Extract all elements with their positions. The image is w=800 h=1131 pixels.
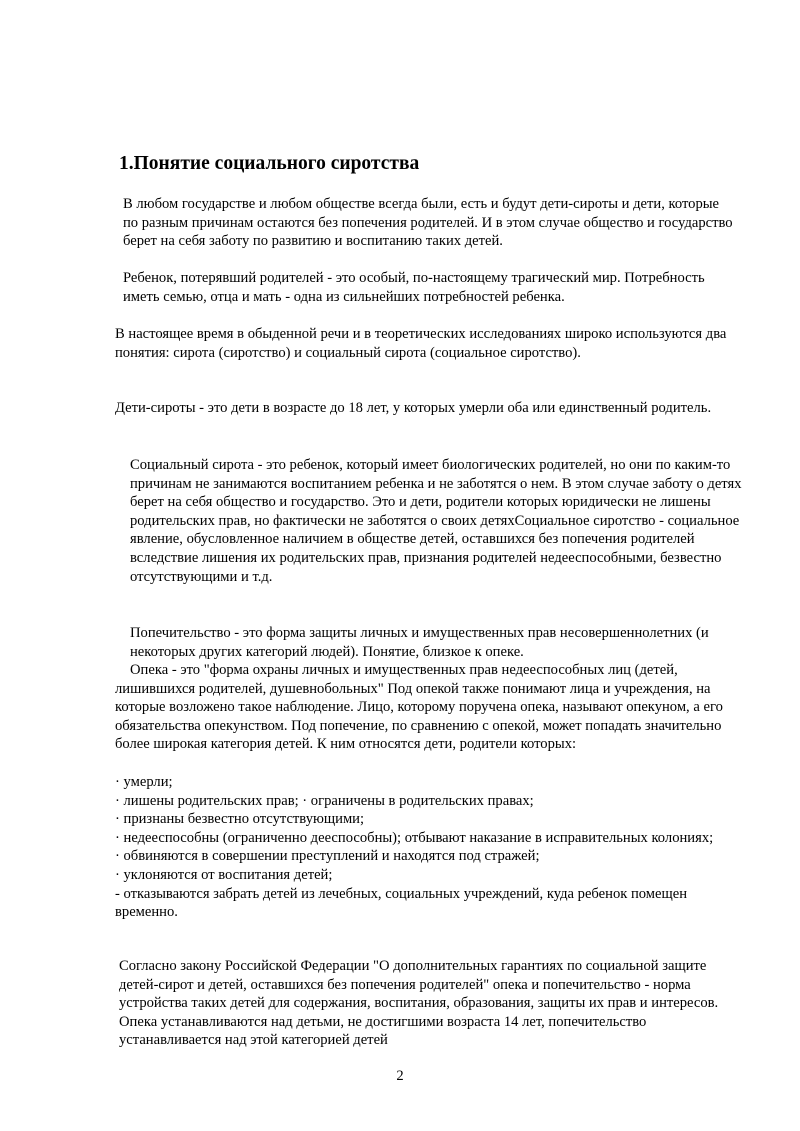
paragraph-two-concepts: В настоящее время в обыденной речи и в теоретических исследованиях широко используются два понятия: сирота (сиротство) и социальный сирота (социальное сиротство). [115,326,727,361]
paragraph-custody [115,661,740,754]
list-item: · уклоняются от воспитания детей; [115,866,333,883]
list-item: · умерли; [115,774,173,790]
paragraph-intro: В любом государстве и любом обществе всегда были, есть и будут дети-сироты и дети, которые по разным причинам остаются без попечения родителей. И в этом случае общество и государство берет на себя заботу по развитию и воспитанию таких детей. [123,196,733,250]
paragraph-law: Согласно закону Российской Федерации "О дополнительных гарантиях по социальной защите детей-сирот и детей, оставшихся без попечения родителей" опека и попечительство - норма устройства таких детей для содержания, воспитания, образования, защиты их прав и интересов. Опека устанавливаются над детьми, не достигшими возраста 14 лет, попечительство устанавливается над этой категорией детей [119,958,719,1049]
page-number: 2 [396,1068,404,1084]
list-item: · лишены родительских прав; · ограничены в родительских правах; [115,792,534,809]
paragraph-custody-text: Опека - это "форма охраны личных и имущественных прав недееспособных лиц (детей, лишившихся родителей, душевнобольных" Под опекой также понимают лица и учреждения, на которые возложено такое наблюдение. Лицо, которому поручена опека, называют опекуном, а его обязательства опекунством. Под попечение, по сравнению с опекой, может попадать значительно более широкая категория детей. К ним относятся дети, родители которых: [115,662,723,753]
paragraph-social-orphan: Социальный сирота - это ребенок, который имеет биологических родителей, но они по каким-то причинам не занимаются воспитанием ребенка и не заботятся о нем. В этом случае заботу о детях берет на себя общество и государство. Это и дети, родители которых юридически не лишены родительских прав, но фактически не заботятся о своих детяхСоциальное сиротство - социальное явление, обусловленное наличием в обществе детей, оставшихся без попечения родителей вследствие лишения их родительских прав, признания родителей недееспособными, безвестно отсутствующими и т.д. [130,457,742,585]
list-item: - отказываются забрать детей из лечебных, социальных учреждений, куда ребенок помещен временно. [115,885,688,921]
list-item: · недееспособны (ограниченно дееспособны); отбывают наказание в исправительных колониях; [115,829,714,846]
paragraph-child-world: Ребенок, потерявший родителей - это особый, по-настоящему трагический мир. Потребность иметь семью, отца и мать - одна из сильнейших потребностей ребенка. [123,270,705,305]
parents-conditions-list [115,773,745,922]
paragraph-orphans-definition: Дети-сироты - это дети в возрасте до 18 лет, у которых умерли оба или единственный родитель. [115,400,712,416]
list-item: · обвиняются в совершении преступлений и находятся под стражей; [115,848,540,865]
section-heading: 1.Понятие социального сиротства [119,153,420,174]
paragraph-guardianship: Попечительство - это форма защиты личных и имущественных прав несовершеннолетних (и некоторых других категорий людей). Понятие, близкое к опеке. [130,625,709,660]
list-item: · признаны безвестно отсутствующими; [115,811,365,828]
